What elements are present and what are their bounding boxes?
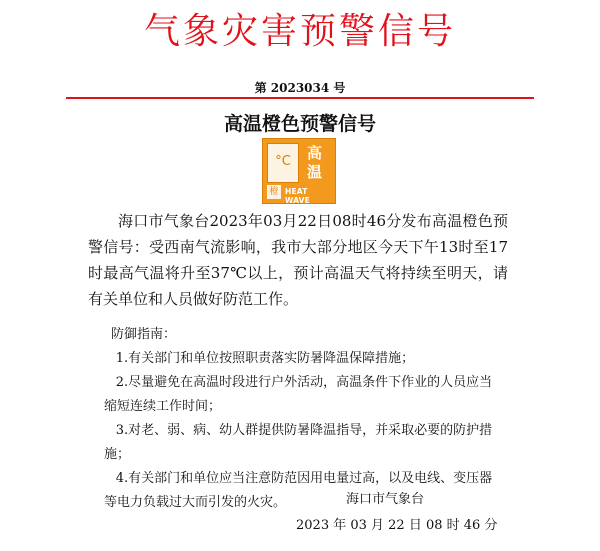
red-divider: [66, 97, 534, 99]
warning-body-text: 海口市气象台2023年03月22日08时46分发布高温橙色预警信号：受西南气流影响，我市大部分地区今天下午13时至17时最高气温将升至37℃以上，预计高温天气将持续至明天，请有关单位和人员做好防范工作。: [88, 212, 508, 308]
thermometer-icon: °C: [275, 154, 291, 169]
guide-list: [104, 347, 504, 515]
document-number: 第 2023034 号: [254, 81, 346, 95]
heat-wave-orange-warning-icon: [262, 138, 336, 204]
header-title: 气象灾害预警信号: [143, 11, 456, 52]
icon-char-top: 高: [307, 144, 323, 162]
icon-label: HEAT WAVE: [285, 187, 310, 205]
guide-item: 2.尽量避免在高温时段进行户外活动，高温条件下作业的人员应当缩短连续工作时间；: [104, 375, 493, 414]
guide-item: 1.有关部门和单位按照职责落实防暑降温保障措施；: [115, 351, 415, 366]
guide-item: 3.对老、弱、病、幼人群提供防暑降温指导，并采取必要的防护措施；: [104, 423, 493, 462]
guide-item: 4.有关部门和单位应当注意防范因用电量过高，以及电线、变压器等电力负载过大而引发的火灾。: [104, 471, 493, 510]
icon-level-char: 橙: [267, 185, 281, 199]
icon-char-bottom: 温: [307, 163, 323, 181]
thermometer-panel: [267, 143, 299, 183]
warning-title: 高温橙色预警信号: [223, 113, 376, 135]
guide-heading: 防御指南：: [111, 327, 177, 342]
signature-organization: 海口市气象台: [346, 492, 425, 507]
signature-date: 2023 年 03 月 22 日 08 时 46 分: [296, 518, 498, 533]
